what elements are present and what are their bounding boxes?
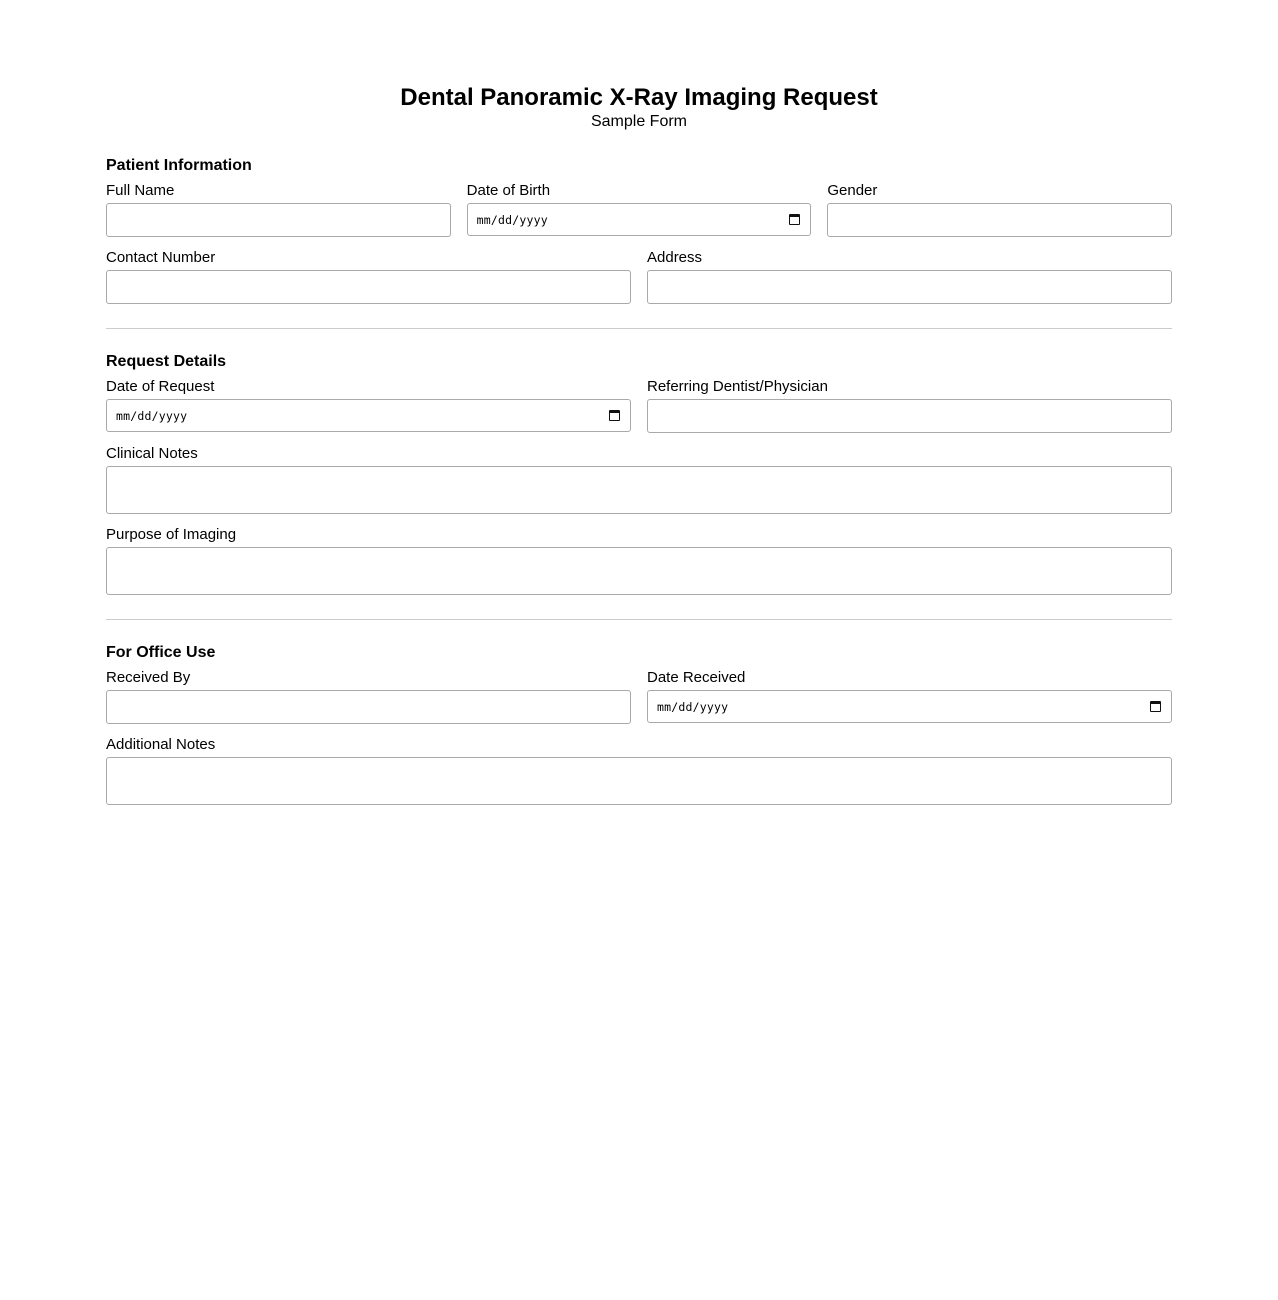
- patient-row-1: [106, 182, 1172, 237]
- field-contact-number: [106, 249, 631, 304]
- purpose-of-imaging-label: Purpose of Imaging: [106, 526, 237, 543]
- page-subtitle: Sample Form: [590, 113, 688, 130]
- section-divider: [106, 328, 1172, 329]
- date-of-request-label: Date of Request: [106, 378, 215, 395]
- calendar-icon[interactable]: [1150, 701, 1161, 712]
- field-date-received: [647, 669, 1172, 724]
- date-of-request-input[interactable]: [106, 399, 631, 432]
- received-by-input[interactable]: [106, 690, 631, 724]
- date-of-birth-label: Date of Birth: [466, 182, 551, 199]
- gender-label: Gender: [827, 182, 878, 199]
- form-container: [106, 0, 1172, 805]
- address-label: Address: [647, 249, 703, 266]
- office-row-1: [106, 669, 1172, 724]
- section-title-patient-information: Patient Information: [106, 157, 252, 174]
- address-input[interactable]: [647, 270, 1172, 304]
- date-received-label: Date Received: [647, 669, 746, 686]
- contact-number-input[interactable]: [106, 270, 631, 304]
- section-title-request-details: Request Details: [106, 353, 227, 370]
- field-date-of-birth: [467, 182, 812, 237]
- clinical-notes-label: Clinical Notes: [106, 445, 198, 462]
- date-of-birth-input[interactable]: [467, 203, 812, 236]
- contact-number-label: Contact Number: [106, 249, 216, 266]
- section-patient-information: [106, 156, 1172, 304]
- field-gender: [827, 182, 1172, 237]
- gender-input[interactable]: [827, 203, 1172, 237]
- request-row-1: [106, 378, 1172, 433]
- field-additional-notes: [106, 736, 1172, 805]
- referring-dentist-input[interactable]: [647, 399, 1172, 433]
- full-name-input[interactable]: [106, 203, 451, 237]
- full-name-label: Full Name: [106, 182, 175, 199]
- field-clinical-notes: [106, 445, 1172, 514]
- field-received-by: [106, 669, 631, 724]
- section-divider: [106, 619, 1172, 620]
- clinical-notes-textarea[interactable]: [106, 466, 1172, 514]
- date-of-request-placeholder: mm/dd/yyyy: [116, 408, 188, 423]
- field-full-name: [106, 182, 451, 237]
- calendar-icon[interactable]: [609, 410, 620, 421]
- page-title: Dental Panoramic X-Ray Imaging Request: [400, 84, 878, 111]
- field-purpose-of-imaging: [106, 526, 1172, 595]
- referring-dentist-label: Referring Dentist/Physician: [647, 378, 828, 395]
- patient-row-2: [106, 249, 1172, 304]
- date-received-input[interactable]: [647, 690, 1172, 723]
- date-of-birth-placeholder: mm/dd/yyyy: [476, 212, 548, 227]
- received-by-label: Received By: [106, 669, 191, 686]
- section-office-use: [106, 643, 1172, 805]
- field-referring-dentist: [647, 378, 1172, 433]
- purpose-of-imaging-textarea[interactable]: [106, 547, 1172, 595]
- additional-notes-textarea[interactable]: [106, 757, 1172, 805]
- date-received-placeholder: mm/dd/yyyy: [657, 699, 729, 714]
- field-address: [647, 249, 1172, 304]
- section-request-details: [106, 352, 1172, 595]
- additional-notes-label: Additional Notes: [106, 736, 216, 753]
- calendar-icon[interactable]: [789, 214, 800, 225]
- form-header: [106, 0, 1172, 132]
- field-date-of-request: [106, 378, 631, 433]
- section-title-office-use: For Office Use: [106, 644, 216, 661]
